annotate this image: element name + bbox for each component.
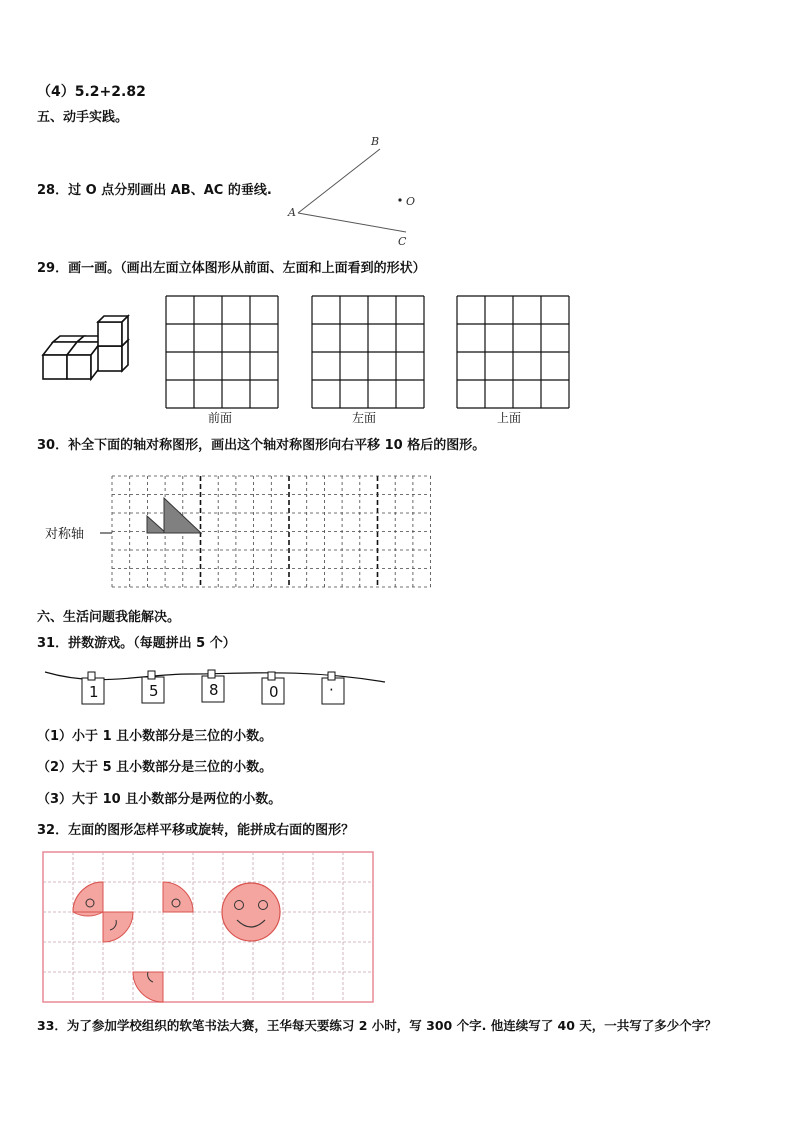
label-a: A	[288, 206, 296, 219]
section5-title: 五、动手实践。	[37, 110, 129, 125]
card-1	[82, 672, 104, 704]
label-c: C	[398, 235, 407, 248]
q29-grid-front	[164, 294, 284, 424]
caption-front: 前面	[208, 411, 233, 425]
svg-text:5: 5	[149, 682, 159, 700]
grid-border	[43, 852, 373, 1002]
q27-item-4: （4）5.2+2.82	[37, 84, 146, 100]
caption-left: 左面	[352, 411, 377, 425]
q28-text: 28．过 O 点分别画出 AB、AC 的垂线.	[37, 183, 272, 198]
q32-text: 32．左面的图形怎样平移或旋转，能拼成右面的图形？	[37, 823, 355, 838]
small-triangle	[147, 516, 166, 533]
section6-title: 六、生活问题我能解决。	[37, 610, 181, 625]
q29-grid-top	[455, 294, 575, 424]
q30-text: 30．补全下面的轴对称图形，画出这个轴对称图形向右平移 10 格后的图形。	[37, 438, 486, 453]
half-circle-right	[163, 882, 193, 912]
q31-item-1: （1）小于 1 且小数部分是三位的小数。	[37, 729, 273, 744]
large-triangle	[164, 498, 201, 533]
axis-label: 对称轴	[45, 527, 85, 542]
label-o: O	[406, 195, 416, 208]
card-8	[202, 670, 224, 702]
ray-ac	[298, 213, 406, 232]
q31-item-2: （2）大于 5 且小数部分是三位的小数。	[37, 760, 273, 775]
q31-cards-string	[40, 660, 400, 730]
q33-text: 33．为了参加学校组织的软笔书法大赛，王华每天要练习 2 小时，写 300 个字. 他连续写了 40 天，一共写了多少个字？	[37, 1018, 717, 1033]
svg-text:1: 1	[89, 683, 99, 701]
q31-text: 31．拼数游戏。（每题拼出 5 个）	[37, 636, 236, 651]
svg-text:0: 0	[269, 683, 279, 701]
q29-text: 29．画一画。（画出左面立体图形从前面、左面和上面看到的形状）	[37, 261, 426, 276]
card-dot	[322, 672, 344, 704]
quarter-circle-a	[103, 912, 133, 942]
q31-item-3: （3）大于 10 且小数部分是两位的小数。	[37, 792, 282, 807]
smiley-face	[222, 883, 280, 941]
point-o	[398, 198, 401, 201]
svg-text:8: 8	[209, 681, 219, 699]
caption-top: 上面	[497, 411, 522, 425]
ray-ab	[298, 149, 380, 213]
q29-grid-left	[310, 294, 430, 424]
q32-pink-grid	[40, 850, 380, 1010]
svg-text:·: ·	[329, 681, 334, 699]
card-0	[262, 672, 284, 704]
q30-dotted-grid	[100, 470, 440, 600]
label-b: B	[371, 135, 380, 148]
